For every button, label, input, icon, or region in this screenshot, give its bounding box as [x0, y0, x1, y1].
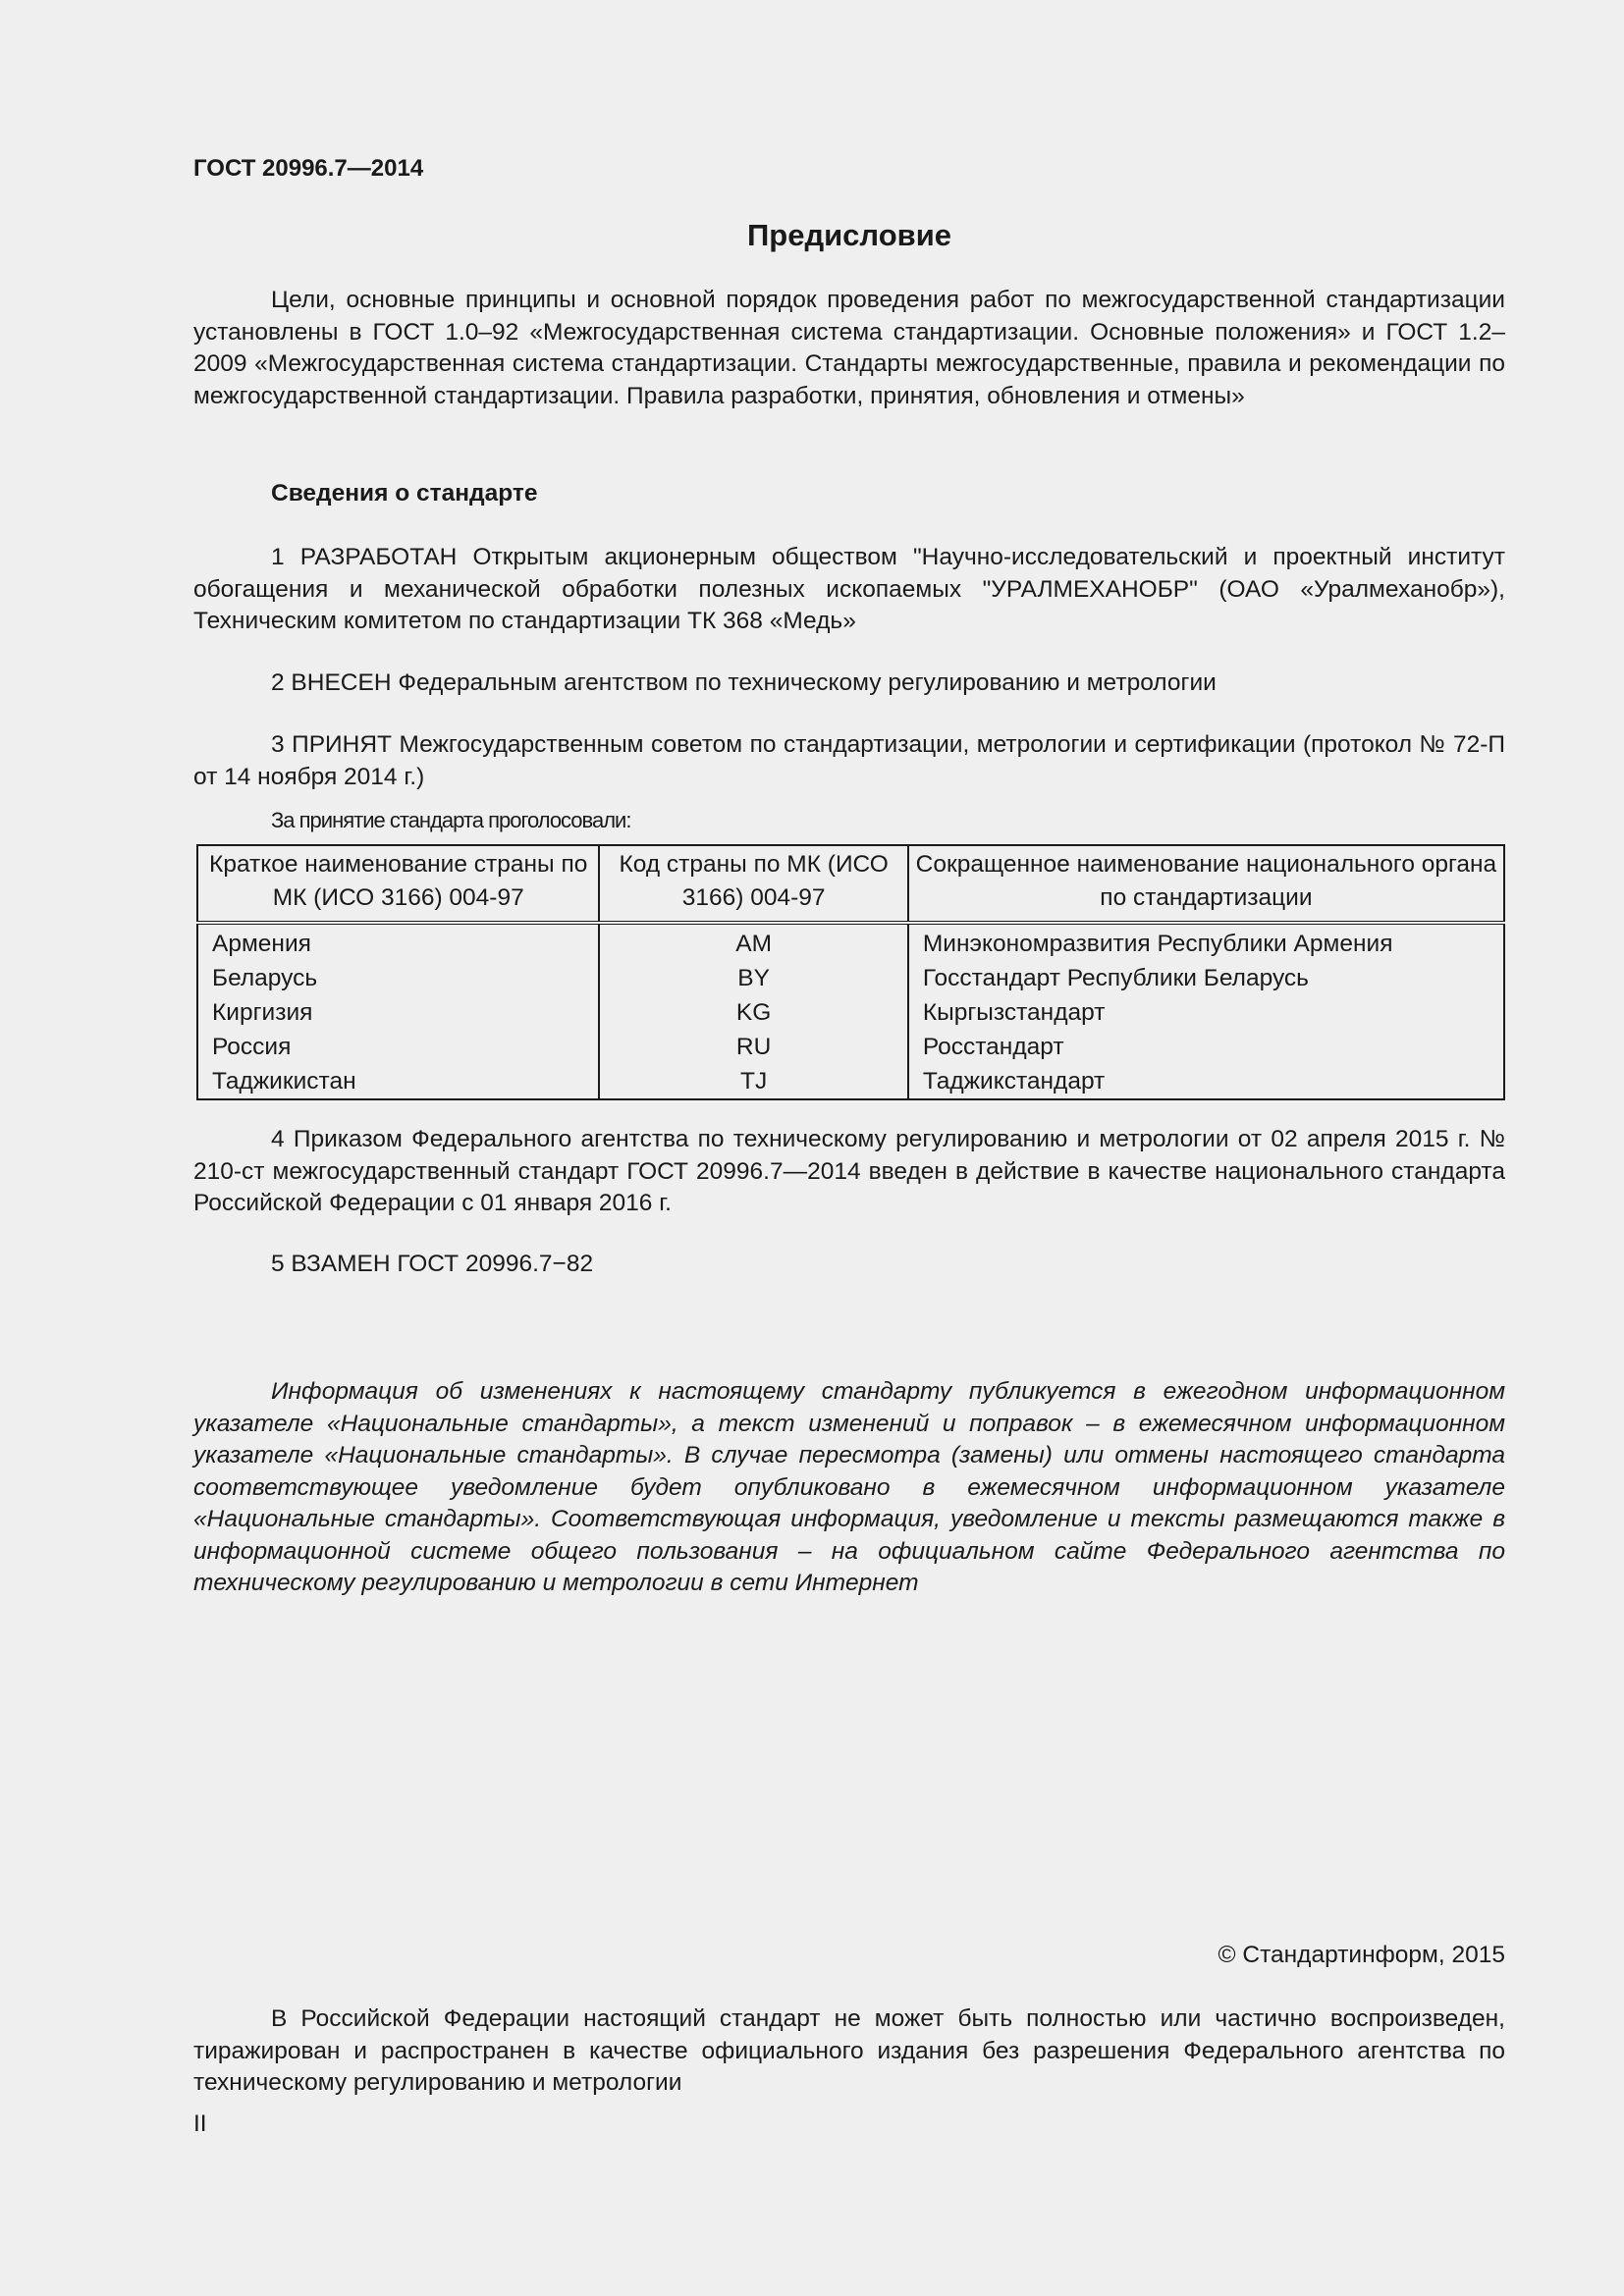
code-cell: RU [599, 1030, 907, 1064]
body-cell: Минэкономразвития Республики Армения [908, 923, 1504, 961]
page-number: II [193, 2110, 207, 2137]
item-developed: 1 РАЗРАБОТАН Открытым акционерным обществом "Научно-исследовательский и проектный институт обогащения и механической обработки полезных ископаемых "УРАЛМЕХАНОБР" (ОАО «Уралмеханобр»), Техническим комитетом по стандартизации ТК 368 «Медь» [193, 544, 1505, 634]
rights-notice: В Российской Федерации настоящий стандарт не может быть полностью или частично воспроизведен, тиражирован и распространен в качестве официального издания без разрешения Федерального агентства по техническому регулированию и метрологии [193, 2005, 1505, 2096]
table-row [197, 995, 1504, 1030]
table-row [197, 1064, 1504, 1099]
intro-paragraph: Цели, основные принципы и основной порядок проведения работ по межгосударственной стандартизации установлены в ГОСТ 1.0–92 «Межгосударственная система стандартизации. Основные положения» и ГОСТ 1.2–2009 «Межгосударственная система стандартизации. Стандарты межгосударственные, правила и рекомендации по межгосударственной стандартизации. Правила разработки, принятия, обновления и отмены» [193, 287, 1505, 409]
body-cell: Росстандарт [908, 1030, 1504, 1064]
item-adopted: 3 ПРИНЯТ Межгосударственным советом по стандартизации, метрологии и сертификации (протокол № 72-П от 14 ноября 2014 г.) [193, 731, 1505, 790]
column-header-country: Краткое наименование страны по МК (ИСО 3166) 004-97 [197, 845, 599, 923]
column-header-code: Код страны по МК (ИСО 3166) 004-97 [599, 845, 907, 923]
item-replaces: 5 ВЗАМЕН ГОСТ 20996.7−82 [271, 1251, 594, 1277]
code-cell: KG [599, 995, 907, 1030]
item-order: 4 Приказом Федерального агентства по техническому регулированию и метрологии от 02 апреля 2015 г. № 210-ст межгосударственный стандарт ГОСТ 20996.7—2014 введен в действие в качестве национального стандарта Российской Федерации с 01 января 2016 г. [193, 1126, 1505, 1216]
table-row [197, 961, 1504, 995]
country-cell: Беларусь [197, 961, 599, 995]
body-cell: Таджикстандарт [908, 1064, 1504, 1099]
vote-table [196, 844, 1505, 1100]
column-header-body: Сокращенное наименование национального органа по стандартизации [908, 845, 1504, 923]
table-caption: За принятие стандарта проголосовали: [271, 808, 631, 832]
table-header-row [197, 845, 1504, 923]
copyright-line: © Стандартинформ, 2015 [1218, 1942, 1505, 1968]
code-cell: AM [599, 923, 907, 961]
country-cell: Таджикистан [197, 1064, 599, 1099]
code-cell: TJ [599, 1064, 907, 1099]
page-title: Предисловие [746, 218, 951, 252]
country-cell: Армения [197, 923, 599, 961]
code-cell: BY [599, 961, 907, 995]
country-cell: Киргизия [197, 995, 599, 1030]
item-introduced: 2 ВНЕСЕН Федеральным агентством по техническому регулированию и метрологии [271, 669, 1217, 696]
amendments-notice: Информация об изменениях к настоящему стандарту публикуется в ежегодном информационном указателе «Национальные стандарты», а текст изменений и поправок – в ежемесячном информационном указателе «Национальные стандарты». В случае пересмотра (замены) или отмены настоящего стандарта соответствующее уведомление будет опубликовано в ежемесячном информационном указателе «Национальные стандарты». Соответствующая информация, уведомление и тексты размещаются также в информационной системе общего пользования – на официальном сайте Федерального агентства по техническому регулированию и метрологии в сети Интернет [193, 1378, 1505, 1596]
section-heading: Сведения о стандарте [271, 480, 538, 507]
document-code-header: ГОСТ 20996.7—2014 [193, 155, 424, 182]
body-cell: Кыргызстандарт [908, 995, 1504, 1030]
table-row [197, 1030, 1504, 1064]
body-cell: Госстандарт Республики Беларусь [908, 961, 1504, 995]
table-row [197, 923, 1504, 961]
country-cell: Россия [197, 1030, 599, 1064]
